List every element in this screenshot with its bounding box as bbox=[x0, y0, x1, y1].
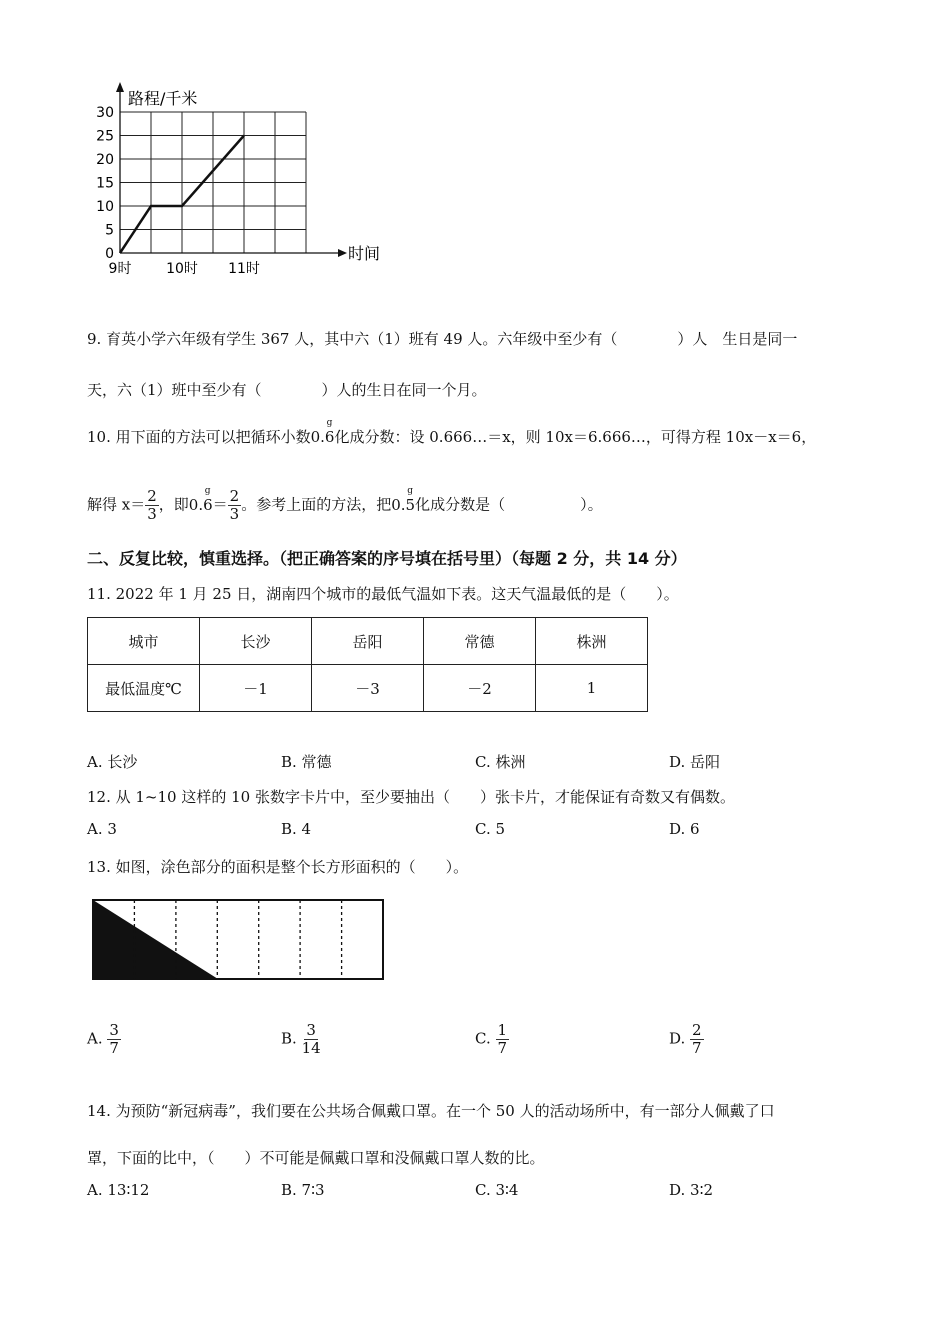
table-cell: 1 bbox=[536, 665, 648, 712]
q14-line1: 14. 为预防“新冠病毒”，我们要在公共场合佩戴口罩。在一个 50 人的活动场所中，有一部分人佩戴了口 bbox=[87, 1102, 775, 1120]
fraction-two-thirds: $\frac{2}{3}$ bbox=[147, 487, 157, 523]
y-tick-label: 10 bbox=[96, 199, 114, 215]
q11-option-d: D. 岳阳 bbox=[669, 753, 721, 771]
table-cell: 株洲 bbox=[536, 618, 648, 665]
q14-option-c: C. 3∶4 bbox=[475, 1181, 519, 1199]
y-tick-label: 0 bbox=[105, 246, 114, 262]
x-tick-label: 10时 bbox=[166, 261, 198, 277]
q14-line2: 罩，下面的比中，（ ）不可能是佩戴口罩和没佩戴口罩人数的比。 bbox=[87, 1149, 545, 1167]
q11-text: 11. 2022 年 1 月 25 日，湖南四个城市的最低气温如下表。这天气温最低的是（ ）。 bbox=[87, 585, 679, 603]
q12-option-a: A. 3 bbox=[87, 820, 117, 838]
chart-grid bbox=[120, 112, 306, 253]
q14-option-d: D. 3∶2 bbox=[669, 1181, 714, 1199]
table-cell: 最低温度℃ bbox=[88, 665, 200, 712]
x-axis-arrow bbox=[338, 249, 347, 257]
x-tick-label: 9时 bbox=[108, 261, 132, 277]
chart-ylabel: 路程/千米 bbox=[128, 89, 198, 108]
q12-text: 12. 从 1~10 这样的 10 张数字卡片中，至少要抽出（ ）张卡片，才能保证有奇数又有偶数。 bbox=[87, 788, 735, 806]
q9-line1: 9. 育英小学六年级有学生 367 人，其中六（1）班有 49 人。六年级中至少有（ ）人 生日是同一 bbox=[87, 330, 798, 348]
x-tick-label: 11时 bbox=[228, 261, 260, 277]
q10-line1: 10. 用下面的方法可以把循环小数0.6 g 化成分数：设 0.666…＝x，则 10x＝6.666…，可得方程 10x－x＝6， bbox=[87, 418, 817, 446]
q13-option-d: D. $\frac{2}{7}$ bbox=[669, 1021, 702, 1057]
q12-option-d: D. 6 bbox=[669, 820, 700, 838]
q13-text: 13. 如图，涂色部分的面积是整个长方形面积的（ ）。 bbox=[87, 858, 469, 876]
y-tick-label: 15 bbox=[96, 175, 114, 192]
y-tick-label: 20 bbox=[96, 152, 114, 168]
temperature-table bbox=[87, 617, 648, 712]
table-cell: 岳阳 bbox=[312, 618, 424, 665]
q13-option-b: B. $\frac{3}{14}$ bbox=[281, 1021, 321, 1057]
y-axis-arrow bbox=[116, 82, 124, 92]
y-tick-label: 5 bbox=[105, 222, 114, 239]
y-tick-label: 30 bbox=[96, 105, 114, 121]
q13-option-a: A. $\frac{3}{7}$ bbox=[87, 1021, 119, 1057]
table-cell: 长沙 bbox=[200, 618, 312, 665]
table-header-row bbox=[88, 618, 648, 665]
recurring-decimal-0-6: 0.6 g bbox=[310, 418, 335, 446]
chart-xlabel: 时间 bbox=[348, 244, 381, 263]
table-cell: 城市 bbox=[88, 618, 200, 665]
q14-option-b: B. 7∶3 bbox=[281, 1181, 325, 1199]
table-cell: －3 bbox=[312, 665, 424, 712]
recurring-decimal-0-5: 0.5 g bbox=[391, 485, 416, 514]
shaded-triangle bbox=[93, 900, 218, 979]
y-tick-label: 25 bbox=[96, 128, 114, 145]
table-cell: －2 bbox=[424, 665, 536, 712]
q12-option-c: C. 5 bbox=[475, 820, 506, 838]
q12-option-b: B. 4 bbox=[281, 820, 312, 838]
table-row bbox=[88, 665, 648, 712]
q11-option-a: A. 长沙 bbox=[87, 753, 138, 771]
distance-time-chart bbox=[80, 80, 400, 285]
q11-option-c: C. 株洲 bbox=[475, 753, 526, 771]
q9-line2: 天，六（1）班中至少有（ ）人的生日在同一个月。 bbox=[87, 381, 487, 399]
q10-line2: 解得 x＝ $\frac{2}{3}$ ，即0.6 g ＝ $\frac{2}{3}$ 。参考上面的方法，把0.5 g 化成分数是（ ）。 bbox=[87, 485, 603, 523]
table-cell: 常德 bbox=[424, 618, 536, 665]
q13-option-c: C. $\frac{1}{7}$ bbox=[475, 1021, 508, 1057]
recurring-decimal-0-6: 0.6 g bbox=[188, 485, 213, 514]
section-2-title: 二、反复比较，慎重选择。（把正确答案的序号填在括号里）（每题 2 分，共 14 分） bbox=[87, 549, 687, 568]
table-cell: －1 bbox=[200, 665, 312, 712]
q14-option-a: A. 13∶12 bbox=[87, 1181, 150, 1199]
shaded-rectangle-figure bbox=[90, 897, 386, 983]
q11-option-b: B. 常德 bbox=[281, 753, 332, 771]
fraction-two-thirds: $\frac{2}{3}$ bbox=[229, 487, 240, 523]
